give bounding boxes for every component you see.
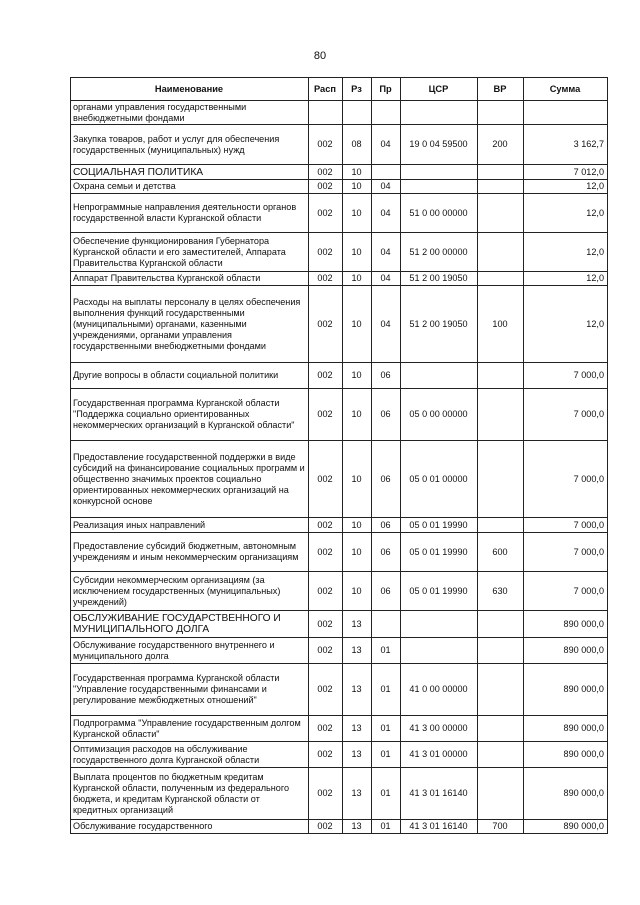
row-rasp: 002 — [309, 533, 343, 572]
row-csr: 41 3 00 00000 — [401, 716, 478, 742]
row-vr — [478, 363, 524, 389]
row-vr — [478, 664, 524, 716]
row-name: Непрограммные направления деятельности органов государственной власти Курганской области — [71, 194, 309, 233]
row-sum: 3 162,7 — [524, 125, 608, 165]
row-csr: 05 0 01 19990 — [401, 572, 478, 611]
row-csr: 41 3 01 00000 — [401, 742, 478, 768]
row-pr: 01 — [372, 664, 401, 716]
table-row — [71, 101, 608, 125]
row-vr — [478, 233, 524, 272]
row-vr: 700 — [478, 820, 524, 834]
row-rasp: 002 — [309, 664, 343, 716]
row-vr: 630 — [478, 572, 524, 611]
row-rasp: 002 — [309, 125, 343, 165]
table-row — [71, 272, 608, 286]
row-csr: 51 0 00 00000 — [401, 194, 478, 233]
row-csr: 05 0 01 19990 — [401, 533, 478, 572]
row-vr — [478, 716, 524, 742]
table-row — [71, 389, 608, 441]
budget-table — [70, 77, 608, 834]
row-name: Предоставление государственной поддержки в виде субсидий на финансирование социальных программ и общественно значимых проектов социально ориентированных некоммерческих организаций на конкурсной основе — [71, 441, 309, 518]
row-vr — [478, 180, 524, 194]
row-rz: 13 — [343, 611, 372, 638]
table-header-row — [71, 78, 608, 101]
header-rz: Рз — [343, 78, 372, 101]
row-csr: 05 0 01 00000 — [401, 441, 478, 518]
row-sum: 7 000,0 — [524, 389, 608, 441]
table-row — [71, 194, 608, 233]
row-vr — [478, 165, 524, 180]
row-pr: 06 — [372, 572, 401, 611]
row-rz: 13 — [343, 820, 372, 834]
row-vr: 600 — [478, 533, 524, 572]
row-name: Охрана семьи и детства — [71, 180, 309, 194]
row-sum: 7 000,0 — [524, 533, 608, 572]
row-rasp — [309, 101, 343, 125]
row-rasp: 002 — [309, 272, 343, 286]
header-vr: ВР — [478, 78, 524, 101]
row-pr: 01 — [372, 638, 401, 664]
row-pr — [372, 101, 401, 125]
row-rz: 13 — [343, 664, 372, 716]
row-pr: 06 — [372, 518, 401, 533]
row-vr — [478, 194, 524, 233]
row-rz: 10 — [343, 363, 372, 389]
row-rz: 13 — [343, 742, 372, 768]
row-csr: 19 0 04 59500 — [401, 125, 478, 165]
row-sum: 7 000,0 — [524, 363, 608, 389]
row-sum: 890 000,0 — [524, 820, 608, 834]
row-sum: 12,0 — [524, 180, 608, 194]
row-vr — [478, 272, 524, 286]
row-name: Реализация иных направлений — [71, 518, 309, 533]
row-sum: 890 000,0 — [524, 638, 608, 664]
row-rz: 13 — [343, 768, 372, 820]
table-row — [71, 165, 608, 180]
row-rasp: 002 — [309, 716, 343, 742]
row-name: Закупка товаров, работ и услуг для обеспечения государственных (муниципальных) нужд — [71, 125, 309, 165]
header-pr: Пр — [372, 78, 401, 101]
row-name: Государственная программа Курганской области "Управление государственными финансами и регулирование межбюджетных отношений" — [71, 664, 309, 716]
row-pr: 01 — [372, 768, 401, 820]
row-name: Подпрограмма "Управление государственным долгом Курганской области" — [71, 716, 309, 742]
row-name: Обслуживание государственного внутреннего и муниципального долга — [71, 638, 309, 664]
row-vr: 200 — [478, 125, 524, 165]
row-pr: 06 — [372, 389, 401, 441]
row-csr: 41 0 00 00000 — [401, 664, 478, 716]
row-rz: 10 — [343, 389, 372, 441]
row-rz: 10 — [343, 194, 372, 233]
row-rasp: 002 — [309, 768, 343, 820]
row-name: Оптимизация расходов на обслуживание государственного долга Курганской области — [71, 742, 309, 768]
row-rz: 10 — [343, 165, 372, 180]
header-csr: ЦСР — [401, 78, 478, 101]
row-pr: 01 — [372, 716, 401, 742]
table-row — [71, 664, 608, 716]
row-sum: 890 000,0 — [524, 664, 608, 716]
row-pr: 04 — [372, 286, 401, 363]
row-vr: 100 — [478, 286, 524, 363]
row-name: Обслуживание государственного — [71, 820, 309, 834]
row-rasp: 002 — [309, 389, 343, 441]
row-name: ОБСЛУЖИВАНИЕ ГОСУДАРСТВЕННОГО И МУНИЦИПАЛЬНОГО ДОЛГА — [71, 611, 309, 638]
row-sum: 890 000,0 — [524, 742, 608, 768]
row-vr — [478, 101, 524, 125]
row-name: органами управления государственными внебюджетными фондами — [71, 101, 309, 125]
row-name: Выплата процентов по бюджетным кредитам Курганской области, полученным из федерального бюджета, и кредитам Курганской области от кредитных организаций — [71, 768, 309, 820]
row-pr: 04 — [372, 125, 401, 165]
row-rasp: 002 — [309, 233, 343, 272]
row-rz: 10 — [343, 286, 372, 363]
row-sum: 890 000,0 — [524, 768, 608, 820]
row-rasp: 002 — [309, 194, 343, 233]
row-sum: 890 000,0 — [524, 716, 608, 742]
header-name: Наименование — [71, 78, 309, 101]
row-csr: 51 2 00 19050 — [401, 286, 478, 363]
row-name: Расходы на выплаты персоналу в целях обеспечения выполнения функций государственными (муниципальными) органами, казенными учреждениями, органами управления государственными внебюджетными фондами — [71, 286, 309, 363]
row-csr: 41 3 01 16140 — [401, 768, 478, 820]
row-rasp: 002 — [309, 363, 343, 389]
row-csr — [401, 638, 478, 664]
row-sum: 7 000,0 — [524, 441, 608, 518]
row-vr — [478, 742, 524, 768]
row-pr: 04 — [372, 194, 401, 233]
row-vr — [478, 441, 524, 518]
row-rasp: 002 — [309, 180, 343, 194]
row-name: Другие вопросы в области социальной политики — [71, 363, 309, 389]
row-sum — [524, 101, 608, 125]
row-sum: 12,0 — [524, 194, 608, 233]
row-sum: 7 000,0 — [524, 518, 608, 533]
row-vr — [478, 768, 524, 820]
row-pr: 01 — [372, 742, 401, 768]
table-row — [71, 363, 608, 389]
row-csr: 51 2 00 19050 — [401, 272, 478, 286]
row-rz: 10 — [343, 180, 372, 194]
table-row — [71, 611, 608, 638]
row-sum: 7 012,0 — [524, 165, 608, 180]
row-csr: 41 3 01 16140 — [401, 820, 478, 834]
table-row — [71, 572, 608, 611]
row-sum: 7 000,0 — [524, 572, 608, 611]
row-vr — [478, 611, 524, 638]
row-sum: 12,0 — [524, 272, 608, 286]
row-csr — [401, 363, 478, 389]
row-rz: 13 — [343, 638, 372, 664]
row-rz: 10 — [343, 233, 372, 272]
table-row — [71, 441, 608, 518]
row-pr: 04 — [372, 233, 401, 272]
page-number: 80 — [313, 50, 327, 62]
row-rz — [343, 101, 372, 125]
row-rz: 10 — [343, 441, 372, 518]
row-pr: 06 — [372, 441, 401, 518]
row-rasp: 002 — [309, 518, 343, 533]
table-row — [71, 533, 608, 572]
row-rz: 10 — [343, 272, 372, 286]
row-rasp: 002 — [309, 572, 343, 611]
row-name: Субсидии некоммерческим организациям (за исключением государственных (муниципальных) учреждений) — [71, 572, 309, 611]
row-rz: 10 — [343, 572, 372, 611]
table-row — [71, 768, 608, 820]
row-csr — [401, 611, 478, 638]
row-pr: 06 — [372, 363, 401, 389]
row-name: Аппарат Правительства Курганской области — [71, 272, 309, 286]
row-sum: 890 000,0 — [524, 611, 608, 638]
row-rz: 13 — [343, 716, 372, 742]
row-pr: 01 — [372, 820, 401, 834]
row-vr — [478, 518, 524, 533]
row-rasp: 002 — [309, 611, 343, 638]
table-row — [71, 286, 608, 363]
row-name: Предоставление субсидий бюджетным, автономным учреждениям и иным некоммерческим организациям — [71, 533, 309, 572]
row-rasp: 002 — [309, 820, 343, 834]
table-row — [71, 820, 608, 834]
header-rasp: Расп — [309, 78, 343, 101]
row-csr: 05 0 01 19990 — [401, 518, 478, 533]
row-csr — [401, 180, 478, 194]
table-row — [71, 742, 608, 768]
table-row — [71, 125, 608, 165]
header-sum: Сумма — [524, 78, 608, 101]
row-name: СОЦИАЛЬНАЯ ПОЛИТИКА — [71, 165, 309, 180]
row-rasp: 002 — [309, 165, 343, 180]
table-row — [71, 233, 608, 272]
row-pr — [372, 611, 401, 638]
row-rz: 08 — [343, 125, 372, 165]
table-row — [71, 180, 608, 194]
row-sum: 12,0 — [524, 286, 608, 363]
row-vr — [478, 389, 524, 441]
row-rasp: 002 — [309, 638, 343, 664]
row-pr: 04 — [372, 272, 401, 286]
row-rasp: 002 — [309, 286, 343, 363]
row-name: Обеспечение функционирования Губернатора Курганской области и его заместителей, Аппарата Правительства Курганской области — [71, 233, 309, 272]
row-name: Государственная программа Курганской области "Поддержка социально ориентированных некоммерческих организаций в Курганской области" — [71, 389, 309, 441]
row-rz: 10 — [343, 518, 372, 533]
row-sum: 12,0 — [524, 233, 608, 272]
row-csr — [401, 101, 478, 125]
row-csr — [401, 165, 478, 180]
row-pr: 06 — [372, 533, 401, 572]
table-row — [71, 638, 608, 664]
row-pr — [372, 165, 401, 180]
row-vr — [478, 638, 524, 664]
row-rasp: 002 — [309, 742, 343, 768]
table-row — [71, 518, 608, 533]
row-rz: 10 — [343, 533, 372, 572]
table-row — [71, 716, 608, 742]
row-csr: 51 2 00 00000 — [401, 233, 478, 272]
row-rasp: 002 — [309, 441, 343, 518]
row-csr: 05 0 00 00000 — [401, 389, 478, 441]
row-pr: 04 — [372, 180, 401, 194]
